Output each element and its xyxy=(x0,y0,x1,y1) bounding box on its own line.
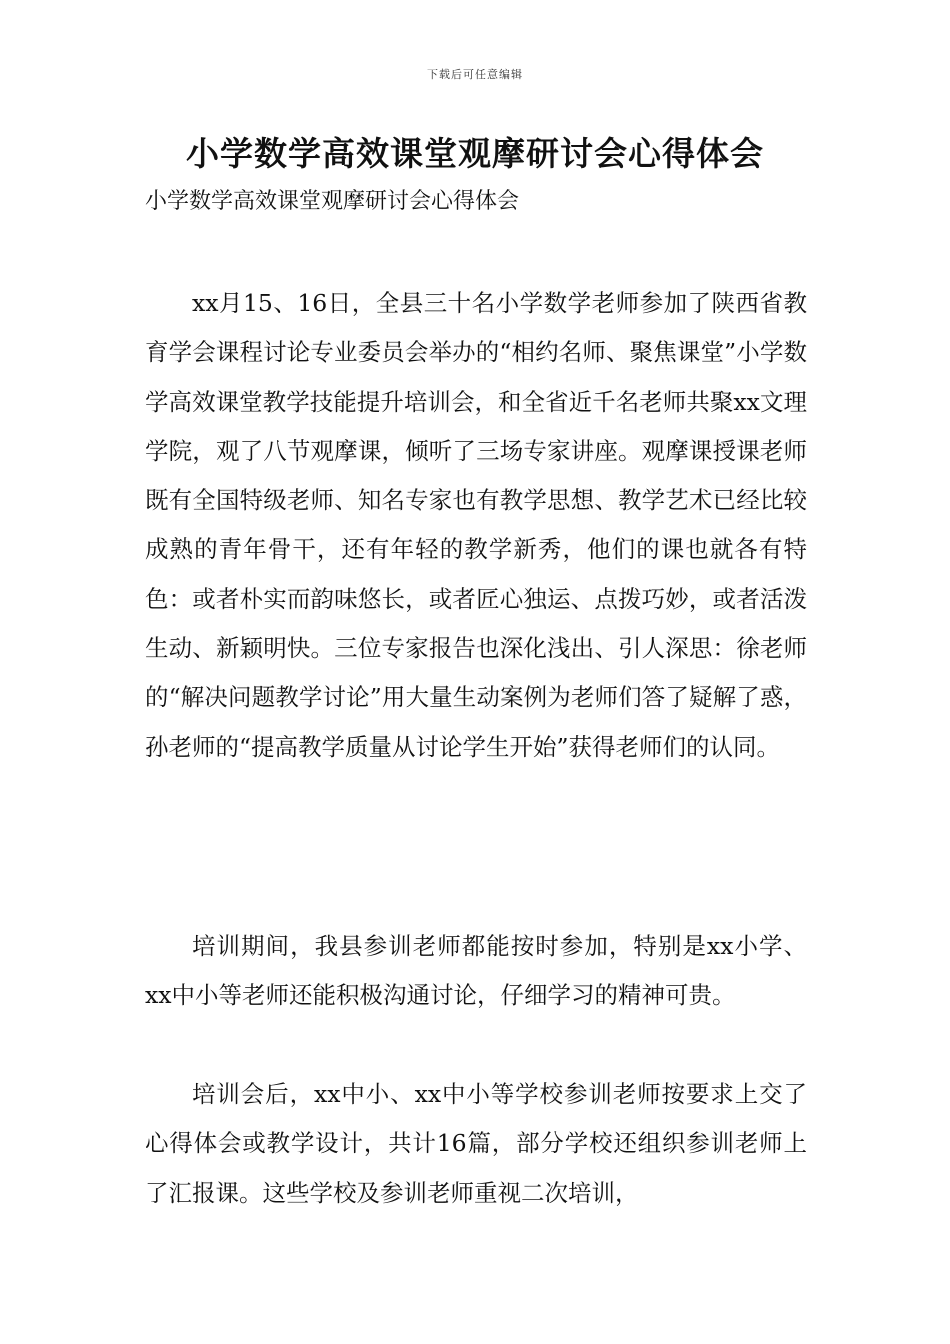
body-paragraph: 培训会后，xx中小、xx中小等学校参训老师按要求上交了心得体会或教学设计，共计16篇，部分学校还组织参训老师上了汇报课。这些学校及参训老师重视二次培训， xyxy=(145,1080,807,1207)
body-paragraph: xx月15、16日，全县三十名小学数学老师参加了陕西省教育学会课程讨论专业委员会举办的“相约名师、聚焦课堂”小学数学高效课堂教学技能提升培训会，和全省近千名老师共聚xx文理学院，观了八节观摩课，倾听了三场专家讲座。观摩课授课老师既有全国特级老师、知名专家也有教学思想、教学艺术已经比较成熟的青年骨干，还有年轻的教学新秀，他们的课也就各有特色：或者朴实而韵味悠长，或者匠心独运、点拨巧妙，或者活泼生动、新颖明快。三位专家报告也深化浅出、引人深思：徐老师的“解决问题教学讨论”用大量生动案例为老师们答了疑解了惑，孙老师的“提高教学质量从讨论学生开始”获得老师们的认同。 xyxy=(145,289,807,761)
body-paragraph: 培训期间，我县参训老师都能按时参加，特别是xx小学、xx中小等老师还能积极沟通讨论，仔细学习的精神可贵。 xyxy=(145,932,807,1010)
document-title: 小学数学高效课堂观摩研讨会心得体会 xyxy=(186,134,764,173)
document-subtitle: 小学数学高效课堂观摩研讨会心得体会 xyxy=(145,189,520,214)
header-note: 下载后可任意编辑 xyxy=(427,68,523,81)
